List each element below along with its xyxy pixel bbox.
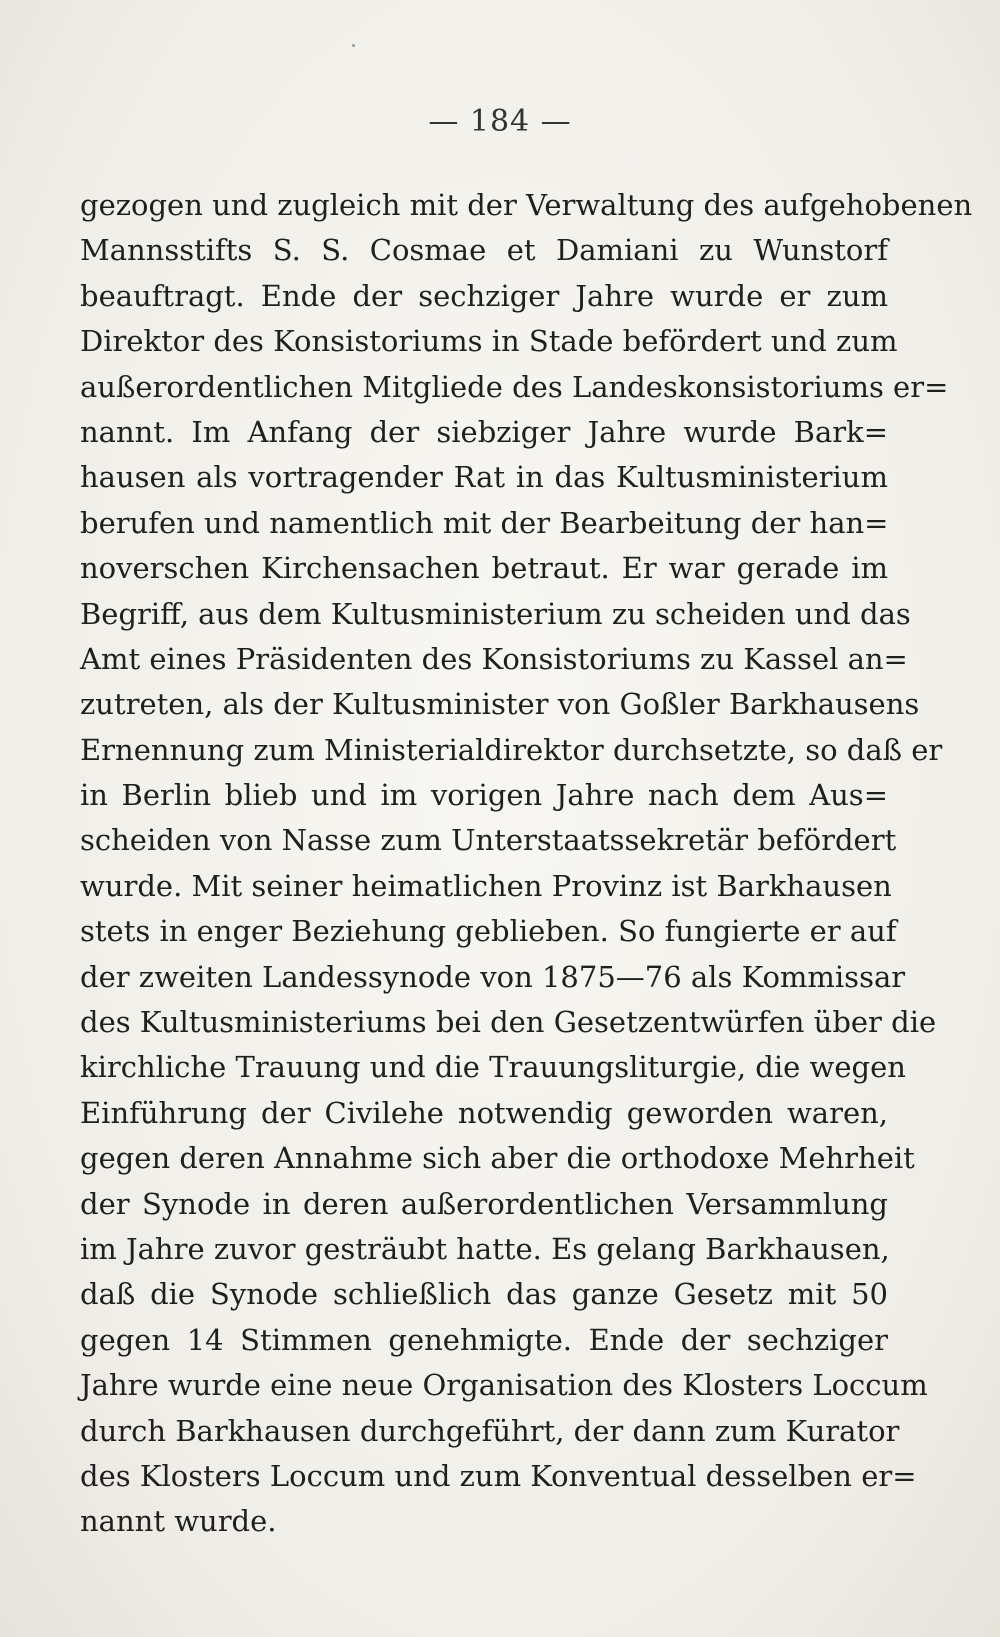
text-line: stets in enger Beziehung geblieben. So fungierte er auf <box>80 914 897 949</box>
text-line: gegen 14 Stimmen genehmigte. Ende der sechziger <box>80 1322 888 1357</box>
text-line: außerordentlichen Mitgliede des Landeskonsistoriums er= <box>80 369 949 404</box>
text-line: gezogen und zugleich mit der Verwaltung des aufgehobenen <box>80 188 973 222</box>
text-line: noverschen Kirchensachen betraut. Er war gerade im <box>80 551 888 586</box>
text-line: Mannsstifts S. S. Cosmae et Damiani zu Wunstorf <box>80 233 888 268</box>
text-line: kirchliche Trauung und die Trauungsliturgie, die wegen <box>80 1050 906 1085</box>
text-line: daß die Synode schließlich das ganze Gesetz mit 50 <box>80 1277 888 1312</box>
text-line: zutreten, als der Kultusminister von Goßler Barkhausens <box>80 687 920 722</box>
text-line: im Jahre zuvor gesträubt hatte. Es gelang Barkhausen, <box>80 1231 890 1266</box>
text-line: Amt eines Präsidenten des Konsistoriums zu Kassel an= <box>80 641 908 676</box>
text-line: gegen deren Annahme sich aber die orthodoxe Mehrheit <box>80 1141 915 1176</box>
text-line: des Kultusministeriums bei den Gesetzentwürfen über die <box>80 1005 937 1040</box>
paper-speck <box>352 44 355 47</box>
text-line: nannt. Im Anfang der siebziger Jahre wurde Bark= <box>80 414 888 449</box>
text-line: wurde. Mit seiner heimatlichen Provinz ist Barkhausen <box>80 868 892 903</box>
text-line: hausen als vortragender Rat in das Kultusministerium <box>80 460 888 495</box>
body-text <box>80 183 973 1545</box>
text-line: des Klosters Loccum und zum Konventual desselben er= <box>80 1458 917 1493</box>
text-line: scheiden von Nasse zum Unterstaatssekretär befördert <box>80 823 897 858</box>
text-line: Begriff, aus dem Kultusministerium zu scheiden und das <box>80 596 911 631</box>
text-line: der zweiten Landessynode von 1875—76 als Kommissar <box>80 959 906 994</box>
text-line: in Berlin blieb und im vorigen Jahre nach dem Aus= <box>80 778 888 813</box>
text-line: Ernennung zum Ministerialdirektor durchsetzte, so daß er <box>80 732 943 767</box>
text-line: nannt wurde. <box>80 1504 277 1539</box>
page-number: — 184 — <box>428 104 572 139</box>
text-line: Direktor des Konsistoriums in Stade befördert und zum <box>80 324 898 359</box>
text-line: Jahre wurde eine neue Organisation des Klosters Loccum <box>80 1368 928 1403</box>
text-line: beauftragt. Ende der sechziger Jahre wurde er zum <box>80 278 888 313</box>
text-line: der Synode in deren außerordentlichen Versammlung <box>80 1186 888 1221</box>
text-line: berufen und namentlich mit der Bearbeitung der han= <box>80 505 889 540</box>
text-line: Einführung der Civilehe notwendig geworden waren, <box>80 1095 888 1130</box>
text-line: durch Barkhausen durchgeführt, der dann zum Kurator <box>80 1413 900 1448</box>
